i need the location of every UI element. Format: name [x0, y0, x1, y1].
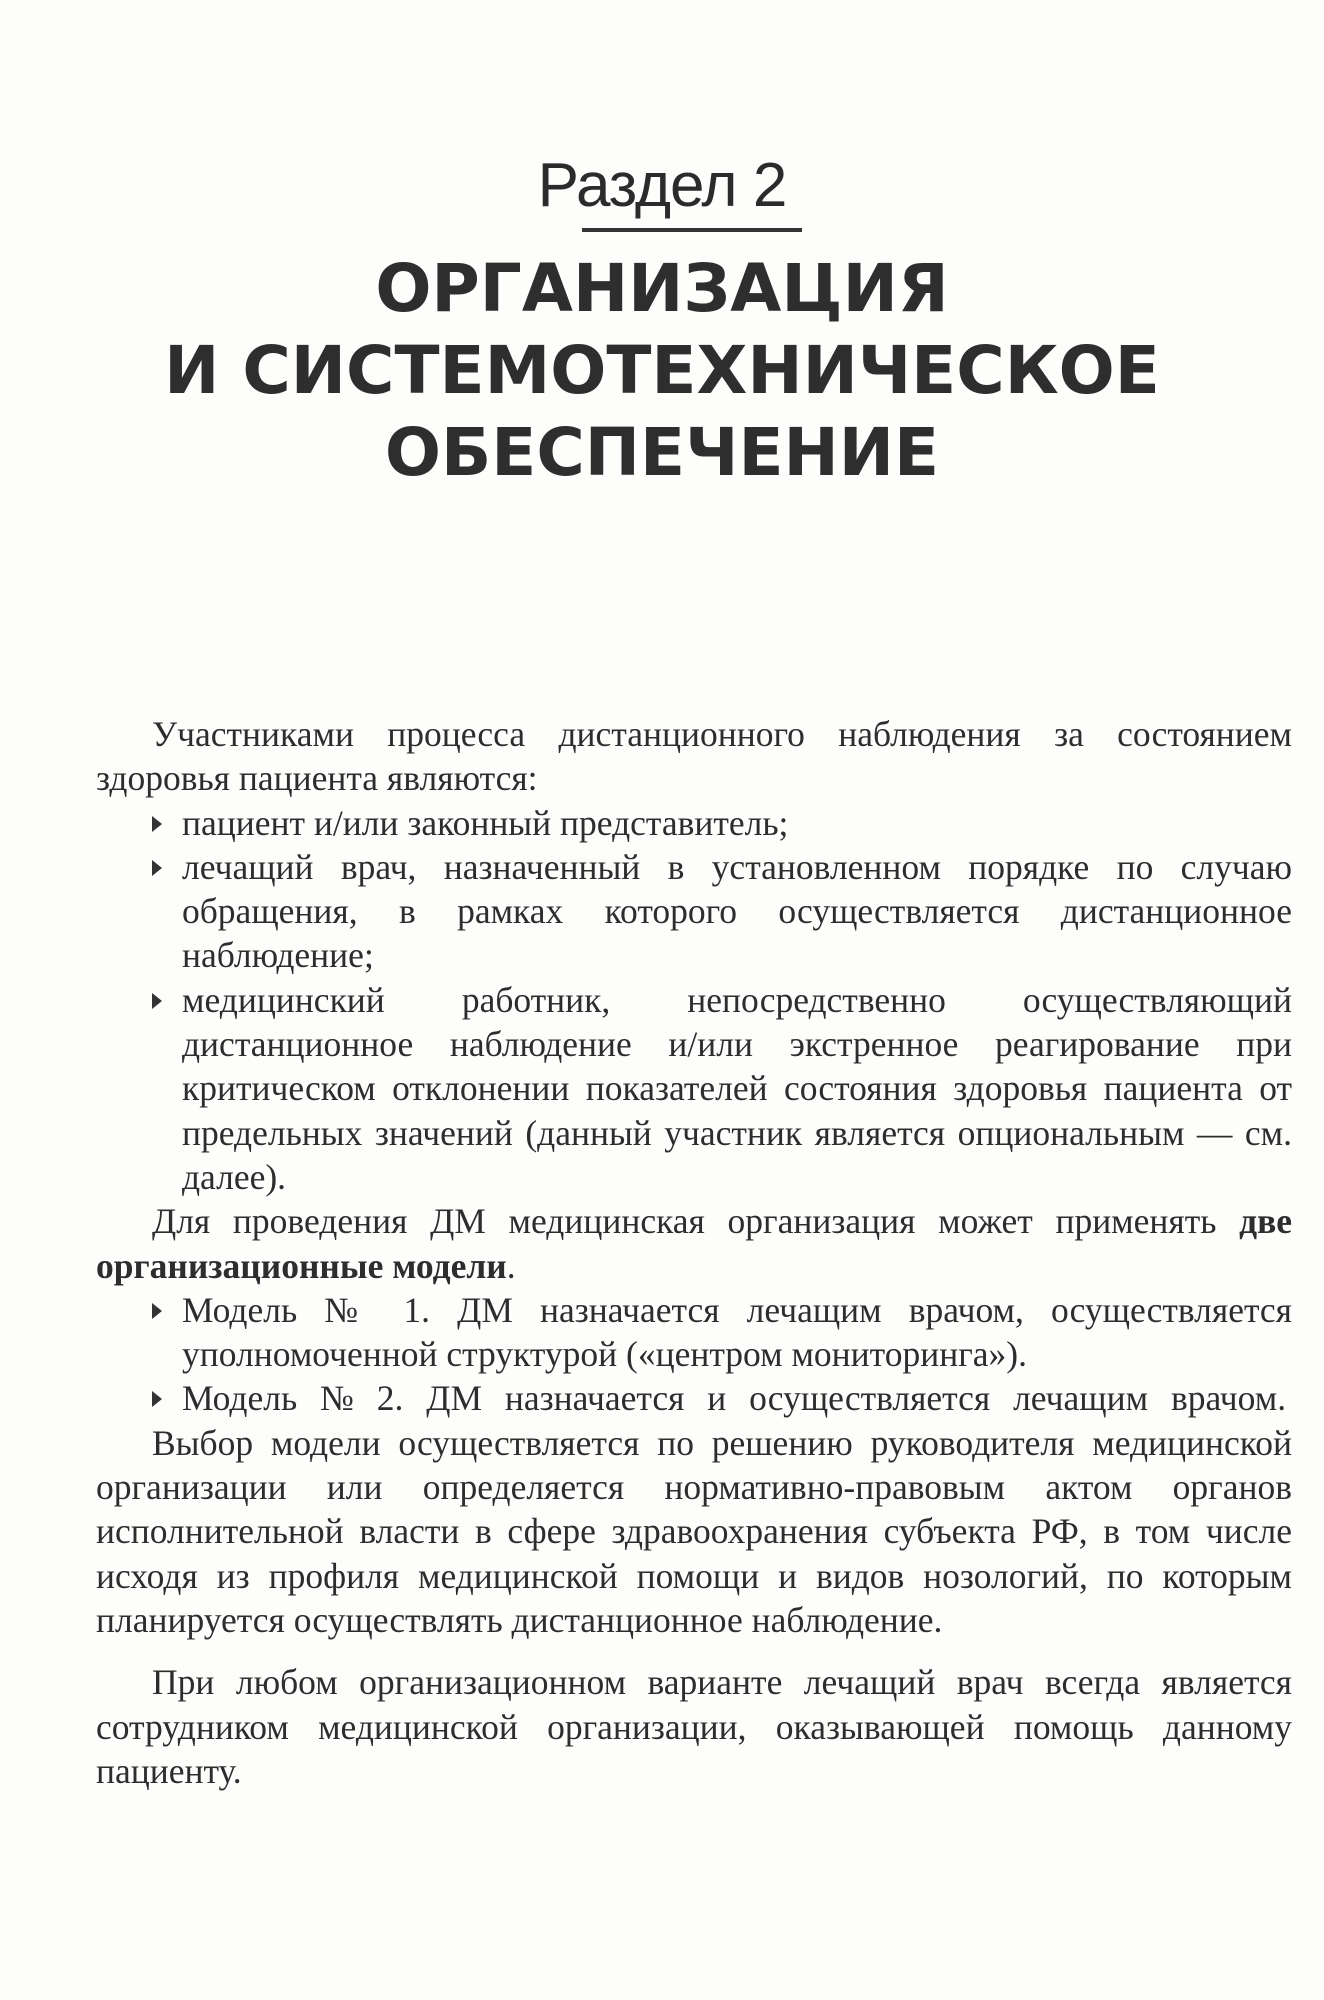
list-item-text: Модель № 1. ДМ назначается лечащим врачом, осуществляется уполномоченной структурой («центром мониторинга»).	[182, 1289, 1292, 1375]
intro-paragraph: Участниками процесса дистанционного наблюдения за состоянием здоровья пациента являются:	[96, 714, 1292, 799]
triangle-bullet-icon	[152, 860, 162, 876]
list-item	[96, 801, 1292, 845]
choice-paragraph: Выбор модели осуществляется по решению руководителя медицинской организации или определяется нормативно-правовым актом органов исполнительной власти в сфере здравоохранения субъекта РФ, в том числе исходя из профиля медицинской помощи и видов нозологий, по которым планируется осуществлять дистанционное наблюдение.	[96, 1422, 1292, 1640]
body-text	[96, 712, 1292, 1793]
participants-list	[96, 801, 1292, 1200]
final-paragraph: При любом организационном варианте лечащий врач всегда является сотрудником медицинской организации, оказывающей помощь данному пациенту.	[96, 1662, 1292, 1791]
chapter-title-line: И СИСТЕМОТЕХНИЧЕСКОЕ	[164, 332, 1160, 409]
list-item-text: Модель № 2. ДМ назначается и осуществляется лечащим врачом.	[182, 1378, 1287, 1419]
triangle-bullet-icon	[152, 1391, 162, 1407]
list-item	[96, 978, 1292, 1199]
triangle-bullet-icon	[152, 993, 162, 1009]
chapter-title-line: ОБЕСПЕЧЕНИЕ	[384, 414, 940, 491]
list-item	[96, 1376, 1292, 1420]
triangle-bullet-icon	[152, 1303, 162, 1319]
models-intro-text: Для проведения ДМ медицинская организация может применять	[152, 1201, 1240, 1242]
list-item	[96, 1288, 1292, 1377]
list-item-text: пациент и/или законный представитель;	[182, 802, 789, 843]
chapter-title-line: ОРГАНИЗАЦИЯ	[375, 250, 949, 327]
section-underline	[582, 228, 802, 232]
models-intro-end: .	[506, 1245, 516, 1286]
triangle-bullet-icon	[152, 816, 162, 832]
section-label: Раздел 2	[537, 151, 787, 220]
list-item-text: лечащий врач, назначенный в установленном порядке по случаю обращения, в рамках которого осуществляется дистанционное наблюдение;	[182, 846, 1292, 976]
list-item-text: медицинский работник, непосредственно осуществляющий дистанционное наблюдение и/или экстренное реагирование при критическом отклонении показателей состояния здоровья пациента от предельных значений (данный участник является опциональным — см. далее).	[182, 979, 1292, 1197]
models-intro-paragraph	[96, 1199, 1292, 1288]
chapter-title	[0, 248, 1324, 494]
list-item	[96, 845, 1292, 978]
models-intro-bold: две организационные модели	[96, 1201, 1292, 1286]
models-list	[96, 1288, 1292, 1421]
